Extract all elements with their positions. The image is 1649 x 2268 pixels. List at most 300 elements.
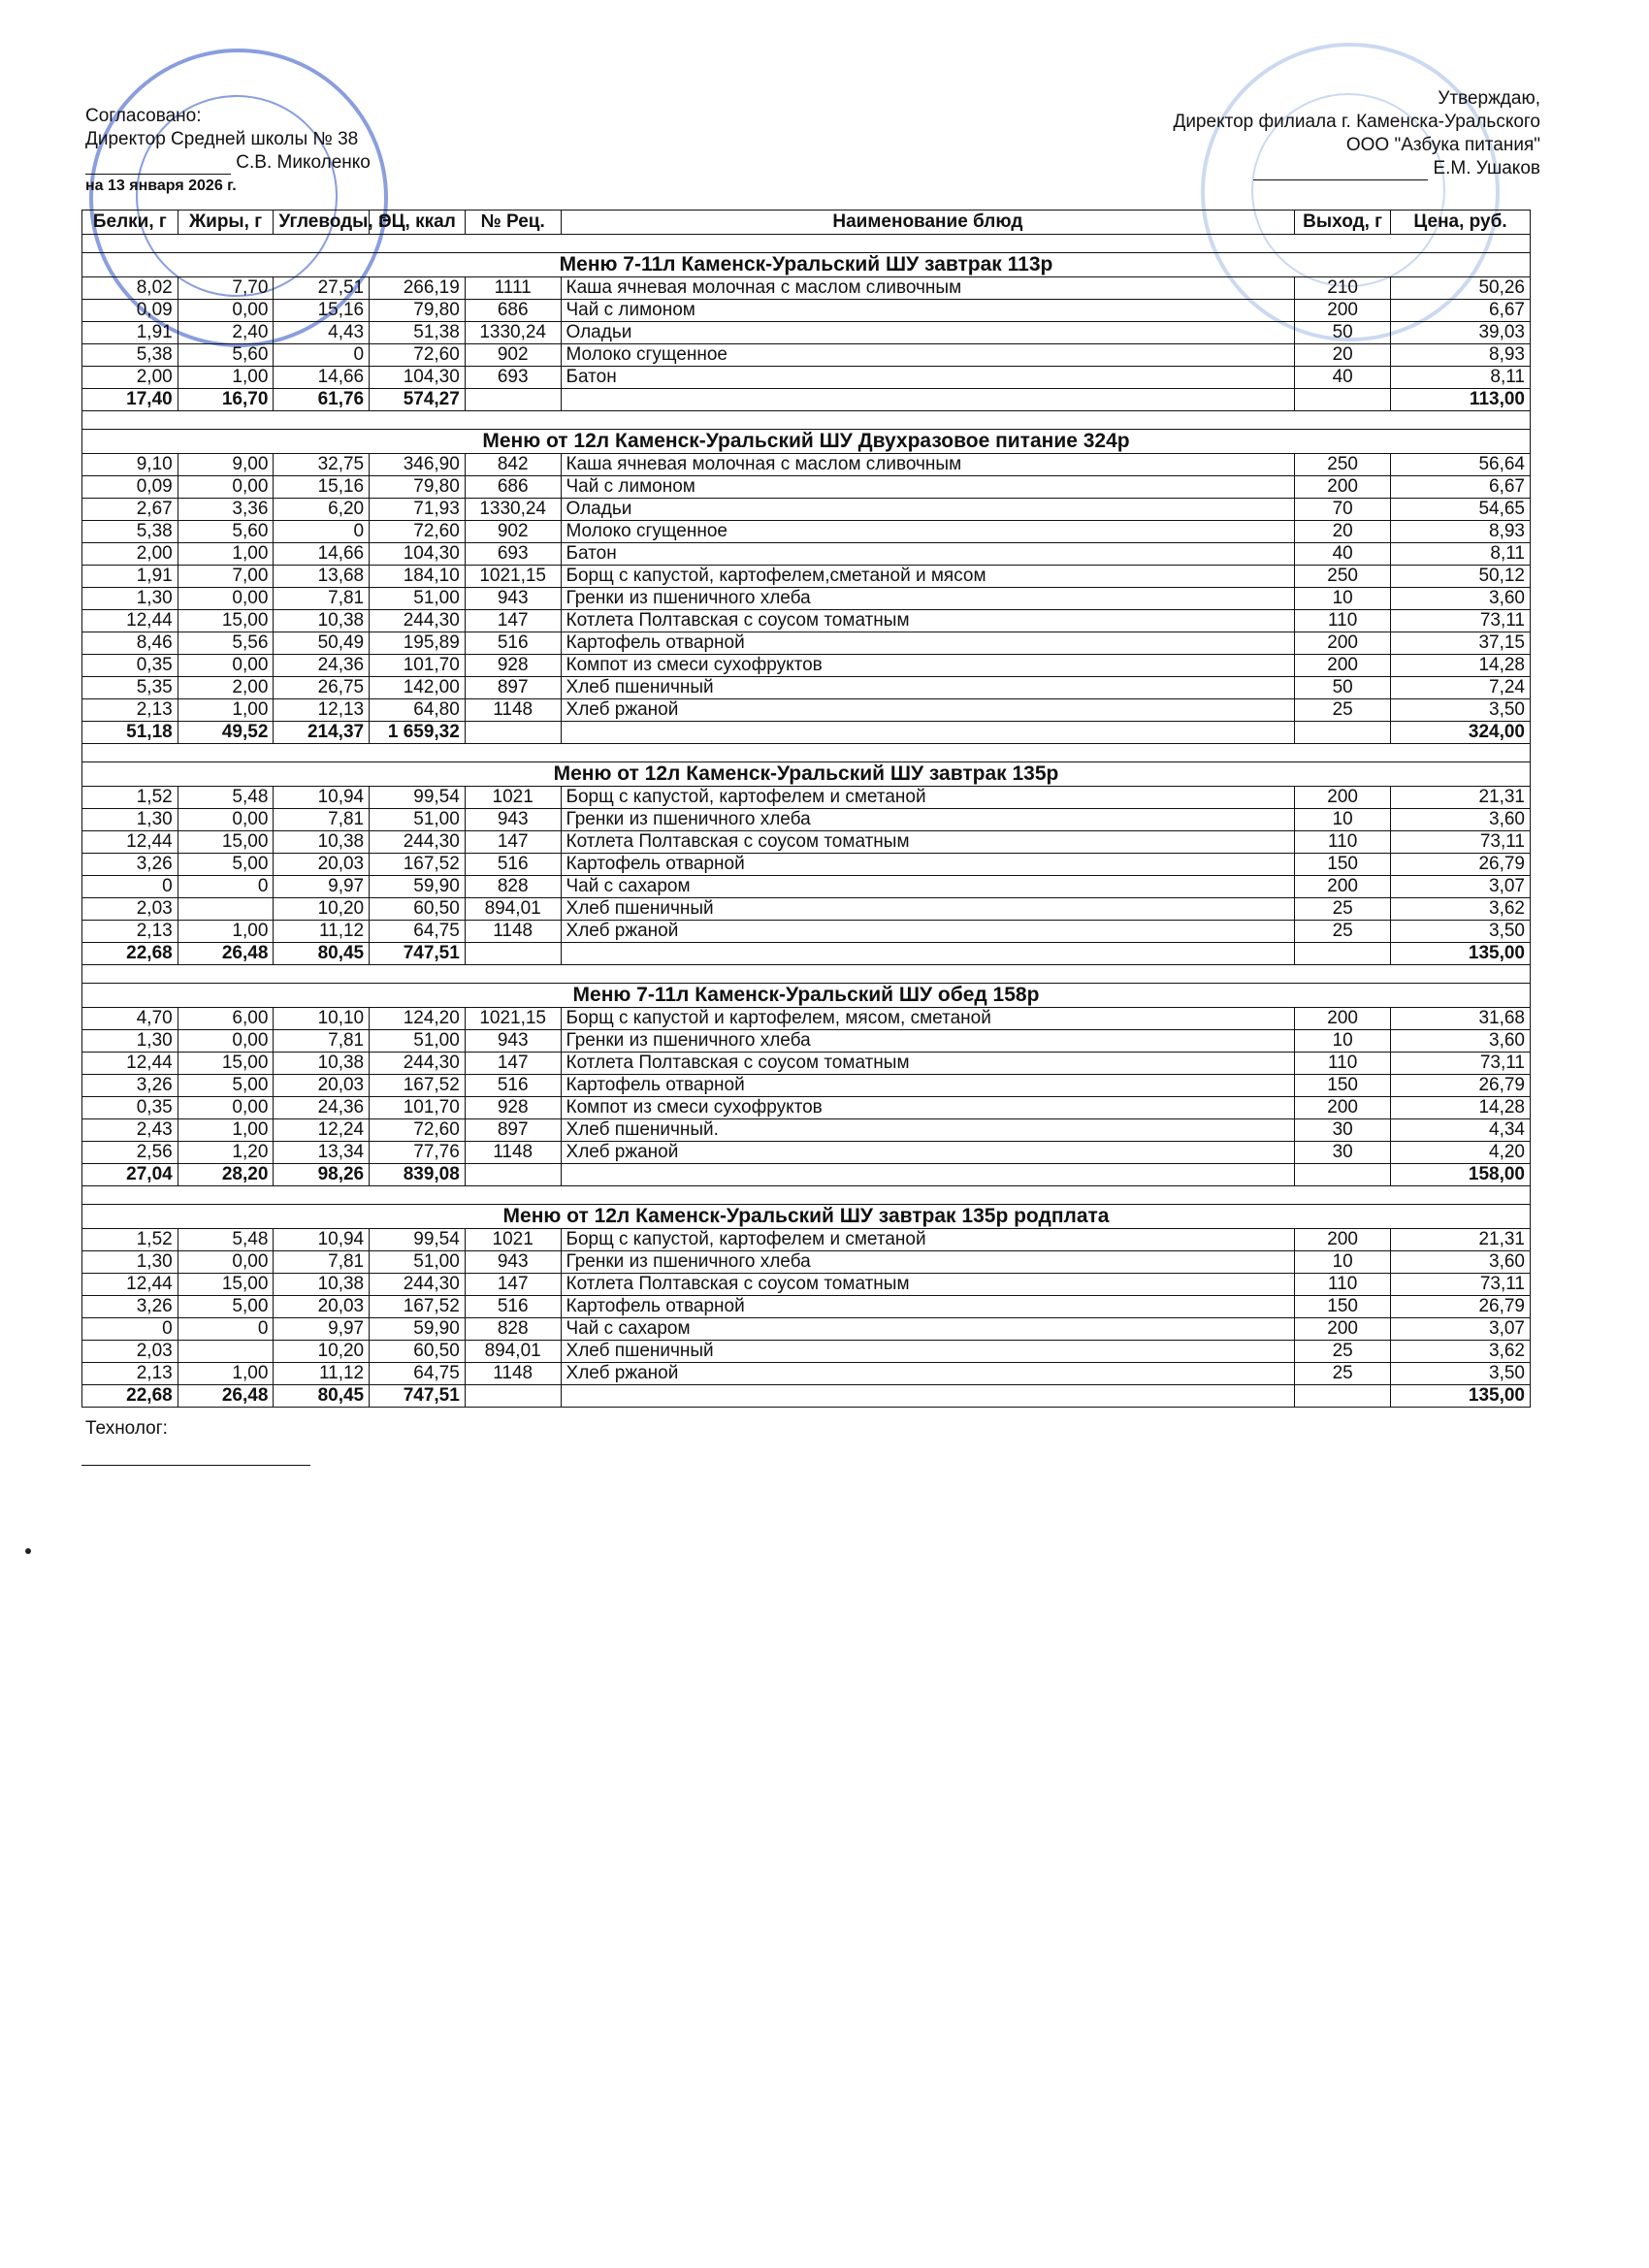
table-cell: Батон	[561, 543, 1295, 566]
table-cell: Котлета Полтавская с соусом томатным	[561, 831, 1295, 854]
table-cell: 15,00	[178, 610, 274, 632]
table-cell: 2,43	[82, 1119, 178, 1142]
table-cell: 3,62	[1391, 898, 1531, 921]
table-cell: 0	[82, 1318, 178, 1341]
table-cell: 943	[465, 1251, 561, 1274]
table-cell: 2,40	[178, 322, 274, 344]
table-cell: 1148	[465, 1142, 561, 1164]
table-cell: 3,26	[82, 1296, 178, 1318]
table-cell: Хлеб ржаной	[561, 921, 1295, 943]
section-title-row	[82, 430, 1531, 454]
table-cell: 943	[465, 809, 561, 831]
column-header: ЭЦ, ккал	[370, 211, 466, 235]
table-cell: 3,60	[1391, 809, 1531, 831]
total-cell: 22,68	[82, 943, 178, 965]
table-cell: 104,30	[370, 543, 466, 566]
table-cell: 0,09	[82, 300, 178, 322]
total-row	[82, 722, 1531, 744]
table-cell: 1148	[465, 921, 561, 943]
table-row	[82, 699, 1531, 722]
table-cell: 210	[1295, 277, 1391, 300]
table-row	[82, 499, 1531, 521]
table-cell: 0,00	[178, 1030, 274, 1053]
table-cell: 11,12	[274, 921, 370, 943]
table-cell: 9,00	[178, 454, 274, 476]
table-cell: 2,67	[82, 499, 178, 521]
table-cell: Котлета Полтавская с соусом томатным	[561, 1274, 1295, 1296]
table-cell: 50,26	[1391, 277, 1531, 300]
total-cell: 214,37	[274, 722, 370, 744]
table-cell: 928	[465, 655, 561, 677]
table-cell: Хлеб пшеничный	[561, 898, 1295, 921]
table-cell: 5,48	[178, 787, 274, 809]
signature-line	[1253, 162, 1428, 180]
table-cell: 21,31	[1391, 1229, 1531, 1251]
table-header-row	[82, 211, 1531, 235]
table-cell: 20,03	[274, 1296, 370, 1318]
table-cell: 12,44	[82, 610, 178, 632]
table-cell: 51,00	[370, 1030, 466, 1053]
table-cell: 101,70	[370, 1097, 466, 1119]
table-cell: 3,07	[1391, 1318, 1531, 1341]
table-cell: 195,89	[370, 632, 466, 655]
table-cell: 59,90	[370, 1318, 466, 1341]
table-cell: 1,00	[178, 1119, 274, 1142]
table-row	[82, 1251, 1531, 1274]
table-cell: 902	[465, 344, 561, 367]
table-cell: 1,30	[82, 1251, 178, 1274]
section-title: Меню 7-11л Каменск-Уральский ШУ обед 158р	[82, 984, 1531, 1008]
table-cell: 3,50	[1391, 1363, 1531, 1385]
agreed-name: С.В. Миколенко	[236, 152, 371, 173]
table-cell: 10,38	[274, 831, 370, 854]
table-row	[82, 677, 1531, 699]
table-cell: 7,00	[178, 566, 274, 588]
table-cell: Гренки из пшеничного хлеба	[561, 1251, 1295, 1274]
total-cell	[465, 389, 561, 411]
table-cell: 150	[1295, 1296, 1391, 1318]
approve-org: ООО "Азбука питания"	[1345, 135, 1540, 155]
table-cell: 51,38	[370, 322, 466, 344]
table-cell: 20	[1295, 344, 1391, 367]
table-cell: 59,90	[370, 876, 466, 898]
table-cell: 14,28	[1391, 655, 1531, 677]
table-cell: 110	[1295, 610, 1391, 632]
table-cell: 25	[1295, 1363, 1391, 1385]
table-cell: 12,44	[82, 831, 178, 854]
table-cell: 167,52	[370, 1075, 466, 1097]
table-cell: Хлеб пшеничный	[561, 1341, 1295, 1363]
table-cell: 26,79	[1391, 1296, 1531, 1318]
table-cell: 3,60	[1391, 588, 1531, 610]
total-cell: 574,27	[370, 389, 466, 411]
agreed-position: Директор Средней школы № 38	[85, 129, 359, 149]
table-cell: 13,68	[274, 566, 370, 588]
table-cell: 686	[465, 476, 561, 499]
total-cell	[561, 943, 1295, 965]
table-cell: Хлеб ржаной	[561, 1142, 1295, 1164]
total-cell: 26,48	[178, 1385, 274, 1408]
table-cell: 12,13	[274, 699, 370, 722]
document-date: на 13 января 2026 г.	[85, 178, 237, 194]
table-cell: Компот из смеси сухофруктов	[561, 655, 1295, 677]
table-cell: 1148	[465, 1363, 561, 1385]
table-cell: 51,00	[370, 1251, 466, 1274]
table-cell: 943	[465, 1030, 561, 1053]
table-cell: 5,00	[178, 1296, 274, 1318]
table-row	[82, 1053, 1531, 1075]
table-cell	[178, 898, 274, 921]
table-cell: 79,80	[370, 476, 466, 499]
table-cell: Оладьи	[561, 499, 1295, 521]
column-header: Цена, руб.	[1391, 211, 1531, 235]
table-cell: 1021,15	[465, 1008, 561, 1030]
table-cell: 54,65	[1391, 499, 1531, 521]
table-cell: 26,79	[1391, 1075, 1531, 1097]
table-cell: 8,11	[1391, 543, 1531, 566]
table-cell: 1,20	[178, 1142, 274, 1164]
table-cell: Хлеб пшеничный.	[561, 1119, 1295, 1142]
table-cell	[178, 1341, 274, 1363]
table-cell: 184,10	[370, 566, 466, 588]
table-cell: 73,11	[1391, 1053, 1531, 1075]
table-cell: Картофель отварной	[561, 632, 1295, 655]
table-cell: 250	[1295, 454, 1391, 476]
table-cell: 200	[1295, 787, 1391, 809]
table-cell: 3,50	[1391, 699, 1531, 722]
total-cell	[1295, 943, 1391, 965]
table-cell: 200	[1295, 1097, 1391, 1119]
table-cell: 12,44	[82, 1053, 178, 1075]
spacer-row	[82, 965, 1531, 984]
spacer-cell	[82, 965, 1531, 984]
total-cell: 22,68	[82, 1385, 178, 1408]
table-cell: 73,11	[1391, 831, 1531, 854]
table-cell: 9,10	[82, 454, 178, 476]
table-cell: 7,81	[274, 1251, 370, 1274]
table-cell: 8,02	[82, 277, 178, 300]
table-row	[82, 521, 1531, 543]
table-cell: 24,36	[274, 655, 370, 677]
table-cell: 50,49	[274, 632, 370, 655]
table-row	[82, 876, 1531, 898]
total-cell: 16,70	[178, 389, 274, 411]
table-cell: 14,66	[274, 367, 370, 389]
table-row	[82, 921, 1531, 943]
table-cell: 10,10	[274, 1008, 370, 1030]
table-cell: Борщ с капустой, картофелем и сметаной	[561, 787, 1295, 809]
table-cell: 51,00	[370, 588, 466, 610]
technologist-label: Технолог:	[85, 1418, 168, 1439]
table-cell: 110	[1295, 1053, 1391, 1075]
table-cell: 72,60	[370, 521, 466, 543]
table-cell: 2,03	[82, 898, 178, 921]
spacer-cell	[82, 235, 1531, 253]
menu-table	[81, 210, 1531, 1408]
table-cell: 50	[1295, 322, 1391, 344]
table-cell: 1,00	[178, 367, 274, 389]
table-cell: 1,52	[82, 1229, 178, 1251]
total-row	[82, 389, 1531, 411]
table-cell: 20	[1295, 521, 1391, 543]
total-cell: 113,00	[1391, 389, 1531, 411]
table-cell: 32,75	[274, 454, 370, 476]
table-cell: 50,12	[1391, 566, 1531, 588]
table-cell: 0,00	[178, 300, 274, 322]
table-cell: 147	[465, 1274, 561, 1296]
total-cell: 747,51	[370, 1385, 466, 1408]
section-title: Меню от 12л Каменск-Уральский ШУ завтрак 135р	[82, 762, 1531, 787]
table-cell: Борщ с капустой, картофелем и сметаной	[561, 1229, 1295, 1251]
table-cell: 516	[465, 854, 561, 876]
table-row	[82, 831, 1531, 854]
table-cell: 11,12	[274, 1363, 370, 1385]
spacer-cell	[82, 1186, 1531, 1205]
table-cell: 0,00	[178, 588, 274, 610]
table-cell: 5,00	[178, 1075, 274, 1097]
table-row	[82, 1097, 1531, 1119]
table-cell: 828	[465, 876, 561, 898]
table-cell: 0	[178, 876, 274, 898]
table-cell: Гренки из пшеничного хлеба	[561, 809, 1295, 831]
table-cell: 40	[1295, 367, 1391, 389]
table-cell: 24,36	[274, 1097, 370, 1119]
table-cell: 1,00	[178, 1363, 274, 1385]
table-cell: 8,93	[1391, 521, 1531, 543]
table-cell: Молоко сгущенное	[561, 521, 1295, 543]
table-cell: 15,00	[178, 831, 274, 854]
approval-block	[1173, 87, 1540, 180]
table-cell: 4,20	[1391, 1142, 1531, 1164]
total-row	[82, 1164, 1531, 1186]
spacer-row	[82, 1186, 1531, 1205]
table-cell: 693	[465, 543, 561, 566]
table-cell: 1,30	[82, 588, 178, 610]
table-row	[82, 1142, 1531, 1164]
approve-name: Е.М. Ушаков	[1433, 158, 1540, 178]
table-cell: 99,54	[370, 787, 466, 809]
table-cell: 27,51	[274, 277, 370, 300]
table-cell: 73,11	[1391, 1274, 1531, 1296]
table-cell: 147	[465, 1053, 561, 1075]
table-cell: Чай с лимоном	[561, 476, 1295, 499]
table-cell: 5,60	[178, 521, 274, 543]
total-row	[82, 1385, 1531, 1408]
table-cell: 8,93	[1391, 344, 1531, 367]
table-cell: 842	[465, 454, 561, 476]
table-cell: Каша ячневая молочная с маслом сливочным	[561, 454, 1295, 476]
table-cell: 15,00	[178, 1053, 274, 1075]
spacer-cell	[82, 411, 1531, 430]
table-cell: 0,00	[178, 476, 274, 499]
table-cell: 2,00	[178, 677, 274, 699]
table-cell: Хлеб ржаной	[561, 1363, 1295, 1385]
total-cell	[465, 1385, 561, 1408]
table-cell: 5,48	[178, 1229, 274, 1251]
table-cell: 3,60	[1391, 1030, 1531, 1053]
table-row	[82, 566, 1531, 588]
table-row	[82, 322, 1531, 344]
table-cell: 894,01	[465, 1341, 561, 1363]
table-cell: Борщ с капустой, картофелем,сметаной и мясом	[561, 566, 1295, 588]
table-cell: 150	[1295, 854, 1391, 876]
table-cell: 10,94	[274, 787, 370, 809]
table-cell: 10,20	[274, 898, 370, 921]
table-cell: Котлета Полтавская с соусом томатным	[561, 610, 1295, 632]
table-cell: 79,80	[370, 300, 466, 322]
table-cell: 20,03	[274, 1075, 370, 1097]
table-cell: 1,00	[178, 543, 274, 566]
table-cell: 15,16	[274, 476, 370, 499]
total-cell	[465, 722, 561, 744]
table-cell: 39,03	[1391, 322, 1531, 344]
total-cell	[1295, 1164, 1391, 1186]
table-cell: 3,26	[82, 854, 178, 876]
table-cell: 2,03	[82, 1341, 178, 1363]
table-cell: 1,91	[82, 322, 178, 344]
total-cell	[1295, 722, 1391, 744]
table-cell: 250	[1295, 566, 1391, 588]
approve-position: Директор филиала г. Каменска-Уральского	[1173, 112, 1540, 132]
table-cell: Молоко сгущенное	[561, 344, 1295, 367]
table-row	[82, 787, 1531, 809]
table-cell: 200	[1295, 476, 1391, 499]
table-cell: 25	[1295, 921, 1391, 943]
table-cell: 10,38	[274, 610, 370, 632]
total-cell	[561, 1385, 1295, 1408]
table-cell: 516	[465, 632, 561, 655]
table-cell: 897	[465, 677, 561, 699]
table-cell: 64,75	[370, 921, 466, 943]
table-cell: 167,52	[370, 854, 466, 876]
table-cell: 124,20	[370, 1008, 466, 1030]
table-row	[82, 277, 1531, 300]
table-cell: Чай с сахаром	[561, 876, 1295, 898]
table-cell: 37,15	[1391, 632, 1531, 655]
table-cell: 2,13	[82, 921, 178, 943]
table-cell: 5,60	[178, 344, 274, 367]
table-cell: 147	[465, 831, 561, 854]
table-cell: 5,38	[82, 521, 178, 543]
table-cell: 4,34	[1391, 1119, 1531, 1142]
signature-line	[85, 156, 231, 175]
table-cell: Хлеб пшеничный	[561, 677, 1295, 699]
table-cell: 200	[1295, 876, 1391, 898]
table-cell: Борщ с капустой и картофелем, мясом, сметаной	[561, 1008, 1295, 1030]
total-cell: 51,18	[82, 722, 178, 744]
table-cell: 40	[1295, 543, 1391, 566]
table-cell: 73,11	[1391, 610, 1531, 632]
table-cell: 10,38	[274, 1053, 370, 1075]
table-cell: 26,79	[1391, 854, 1531, 876]
table-cell: 142,00	[370, 677, 466, 699]
table-cell: 266,19	[370, 277, 466, 300]
table-cell: 200	[1295, 632, 1391, 655]
table-cell: 0,09	[82, 476, 178, 499]
table-cell: 346,90	[370, 454, 466, 476]
table-cell: 3,36	[178, 499, 274, 521]
total-cell: 17,40	[82, 389, 178, 411]
total-cell: 839,08	[370, 1164, 466, 1186]
column-header: Углеводы, г	[274, 211, 370, 235]
table-row	[82, 1075, 1531, 1097]
table-row	[82, 610, 1531, 632]
table-cell: 0,00	[178, 809, 274, 831]
table-cell: 0,00	[178, 655, 274, 677]
table-cell: 0,00	[178, 1251, 274, 1274]
table-cell: 1330,24	[465, 322, 561, 344]
table-cell: 1,00	[178, 699, 274, 722]
table-cell: 10	[1295, 809, 1391, 831]
table-cell: 686	[465, 300, 561, 322]
table-cell: 2,00	[82, 543, 178, 566]
table-row	[82, 1030, 1531, 1053]
table-cell: 894,01	[465, 898, 561, 921]
table-cell: 60,50	[370, 898, 466, 921]
table-cell: 244,30	[370, 1053, 466, 1075]
table-row	[82, 1119, 1531, 1142]
section-title: Меню 7-11л Каменск-Уральский ШУ завтрак 113р	[82, 253, 1531, 277]
table-cell: Хлеб ржаной	[561, 699, 1295, 722]
table-cell: 828	[465, 1318, 561, 1341]
table-cell: Гренки из пшеничного хлеба	[561, 1030, 1295, 1053]
table-cell: Батон	[561, 367, 1295, 389]
table-cell: 1,00	[178, 921, 274, 943]
table-cell: 0,35	[82, 1097, 178, 1119]
table-cell: 1,52	[82, 787, 178, 809]
total-cell	[561, 722, 1295, 744]
table-cell: 25	[1295, 898, 1391, 921]
table-cell: 110	[1295, 1274, 1391, 1296]
table-cell: 0	[82, 876, 178, 898]
table-cell: 902	[465, 521, 561, 543]
table-cell: 72,60	[370, 1119, 466, 1142]
total-row	[82, 943, 1531, 965]
approve-label: Утверждаю,	[1438, 88, 1540, 109]
table-cell: 56,64	[1391, 454, 1531, 476]
table-cell: Чай с лимоном	[561, 300, 1295, 322]
table-cell: 77,76	[370, 1142, 466, 1164]
table-cell: 99,54	[370, 1229, 466, 1251]
table-cell: 6,00	[178, 1008, 274, 1030]
table-cell: 0	[274, 521, 370, 543]
table-cell: 14,66	[274, 543, 370, 566]
table-cell: 12,24	[274, 1119, 370, 1142]
table-row	[82, 476, 1531, 499]
table-cell: 1021,15	[465, 566, 561, 588]
table-cell: 6,20	[274, 499, 370, 521]
table-cell: Гренки из пшеничного хлеба	[561, 588, 1295, 610]
table-cell: 9,97	[274, 876, 370, 898]
total-cell	[465, 943, 561, 965]
table-cell: 6,67	[1391, 476, 1531, 499]
total-cell: 158,00	[1391, 1164, 1531, 1186]
table-cell: 0	[274, 344, 370, 367]
total-cell	[561, 1164, 1295, 1186]
table-cell: 13,34	[274, 1142, 370, 1164]
table-cell: 64,75	[370, 1363, 466, 1385]
table-cell: 0,35	[82, 655, 178, 677]
table-cell: 7,81	[274, 809, 370, 831]
table-row	[82, 588, 1531, 610]
table-cell: 7,81	[274, 588, 370, 610]
table-cell: 244,30	[370, 1274, 466, 1296]
total-cell	[561, 389, 1295, 411]
table-cell: Каша ячневая молочная с маслом сливочным	[561, 277, 1295, 300]
table-cell: 244,30	[370, 831, 466, 854]
table-cell: 693	[465, 367, 561, 389]
table-cell: 10	[1295, 1251, 1391, 1274]
